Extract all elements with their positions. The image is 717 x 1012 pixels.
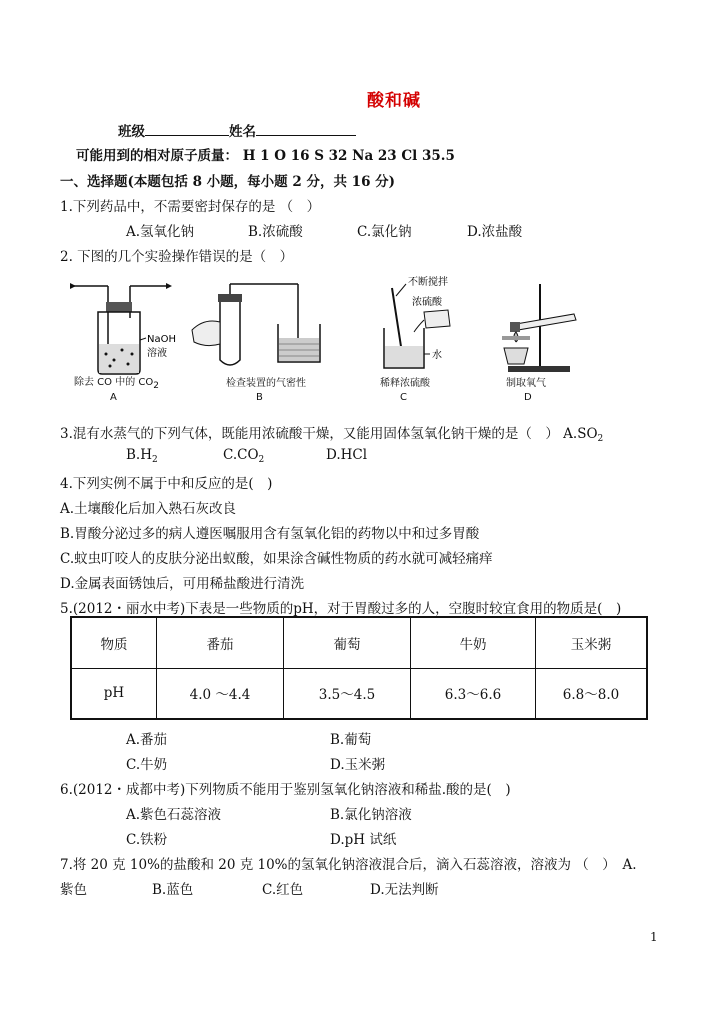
q7-option-c[interactable]: C.红色 xyxy=(262,882,304,898)
q4-option-a[interactable]: A.土壤酸化后加入熟石灰改良 xyxy=(60,501,237,517)
q4-option-b[interactable]: B.胃酸分泌过多的病人遵医嘱服用含有氢氧化铝的药物以中和过多胃酸 xyxy=(60,526,480,542)
figure-a-letter: A xyxy=(110,392,117,403)
class-blank[interactable] xyxy=(145,121,229,136)
water-label: 水 xyxy=(432,350,442,361)
table-row xyxy=(71,668,647,719)
table-cell: 6.3～6.6 xyxy=(411,668,536,719)
name-blank[interactable] xyxy=(256,121,356,136)
question-1-stem: 1.下列药品中，不需要密封保存的是 （ ） xyxy=(60,199,321,215)
table-cell: 3.5～4.5 xyxy=(284,668,411,719)
figure-a-caption: 除去 CO 中的 CO2 xyxy=(74,377,159,391)
question-4-stem: 4.下列实例不属于中和反应的是( ) xyxy=(60,476,273,492)
solution-label: 溶液 xyxy=(147,348,167,359)
q1-option-a[interactable]: A.氢氧化钠 xyxy=(126,224,195,240)
q1-option-d[interactable]: D.浓盐酸 xyxy=(467,224,523,240)
figure-a xyxy=(68,278,178,406)
q6-option-a[interactable]: A.紫色石蕊溶液 xyxy=(126,807,222,823)
table-header-cell: 物质 xyxy=(71,617,157,668)
figure-b-caption: 检查装置的气密性 xyxy=(226,378,306,389)
q6-option-d[interactable]: D.pH 试纸 xyxy=(330,832,397,848)
page-number: 1 xyxy=(650,930,658,944)
q3-option-c[interactable]: $C.CO_2$ xyxy=(223,447,265,465)
table-row xyxy=(71,617,647,668)
table-header-cell: 牛奶 xyxy=(411,617,536,668)
question-3-stem: 3.混有水蒸气的下列气体，既能用浓硫酸干燥，又能用固体氢氧化钠干燥的是（ ） $A.SO_2$ xyxy=(60,426,604,444)
question-6-stem: 6.(2012・成都中考)下列物质不能用于鉴别氢氧化钠溶液和稀盐.酸的是( ) xyxy=(60,782,511,798)
gas-washing-bottle-diagram xyxy=(68,278,178,388)
class-name-line xyxy=(118,120,356,140)
q1-option-b[interactable]: B.浓硫酸 xyxy=(248,224,303,240)
q4-option-d[interactable]: D.金属表面锈蚀后，可用稀盐酸进行清洗 xyxy=(60,576,305,592)
q6-option-b[interactable]: B.氯化钠溶液 xyxy=(330,807,412,823)
q7-option-d[interactable]: D.无法判断 xyxy=(370,882,439,898)
q3-option-d[interactable]: D.HCl xyxy=(326,447,368,463)
name-label: 姓名 xyxy=(229,124,256,140)
q5-option-a[interactable]: A.番茄 xyxy=(126,732,168,748)
q4-option-c[interactable]: C.蚊虫叮咬人的皮肤分泌出蚁酸，如果涂含碱性物质的药水就可减轻痛痒 xyxy=(60,551,493,567)
table-cell: 6.8～8.0 xyxy=(536,668,648,719)
figure-d xyxy=(494,280,584,406)
page-title: 酸和碱 xyxy=(367,91,421,111)
question-7-stem: 7.将 20 克 10%的盐酸和 20 克 10%的氢氧化钠溶液混合后，滴入石蕊溶液，溶液为 （ ） A. xyxy=(60,857,637,873)
acid-label: 浓硫酸 xyxy=(412,297,442,308)
table-cell: 4.0 ～4.4 xyxy=(157,668,284,719)
class-label: 班级 xyxy=(118,124,145,140)
q3-option-b[interactable]: $B.H_2$ xyxy=(126,447,158,465)
dilute-acid-diagram xyxy=(364,274,474,378)
airtightness-check-diagram xyxy=(190,278,340,378)
figure-d-letter: D xyxy=(524,392,532,403)
stir-label: 不断搅拌 xyxy=(408,277,448,288)
naoh-label: NaOH xyxy=(147,334,176,345)
table-cell: pH xyxy=(71,668,157,719)
table-header-cell: 番茄 xyxy=(157,617,284,668)
q7-option-b[interactable]: B.蓝色 xyxy=(152,882,194,898)
figure-c-caption: 稀释浓硫酸 xyxy=(380,378,430,389)
q5-option-d[interactable]: D.玉米粥 xyxy=(330,757,386,773)
oxygen-preparation-diagram xyxy=(494,280,584,376)
question-2-stem: 2. 下图的几个实验操作错误的是（ ） xyxy=(60,249,294,265)
question-5-stem: 5.(2012・丽水中考)下表是一些物质的pH，对于胃酸过多的人，空腹时较宜食用的物质是( ) xyxy=(60,601,622,617)
atomic-mass-line: 可能用到的相对原子质量： H 1 O 16 S 32 Na 23 Cl 35.5 xyxy=(76,148,455,164)
q7-option-a[interactable]: 紫色 xyxy=(60,882,87,898)
figure-c-letter: C xyxy=(400,392,407,403)
q5-option-c[interactable]: C.牛奶 xyxy=(126,757,168,773)
table-header-cell: 玉米粥 xyxy=(536,617,648,668)
table-header-cell: 葡萄 xyxy=(284,617,411,668)
figure-d-caption: 制取氧气 xyxy=(506,378,546,389)
section-heading: 一、选择题(本题包括 8 小题，每小题 2 分，共 16 分) xyxy=(60,174,396,190)
figure-c xyxy=(364,274,474,406)
q6-option-c[interactable]: C.铁粉 xyxy=(126,832,168,848)
figure-b xyxy=(190,278,340,406)
q5-option-b[interactable]: B.葡萄 xyxy=(330,732,372,748)
q1-option-c[interactable]: C.氯化钠 xyxy=(357,224,412,240)
figure-b-letter: B xyxy=(256,392,263,403)
ph-table xyxy=(70,616,648,720)
